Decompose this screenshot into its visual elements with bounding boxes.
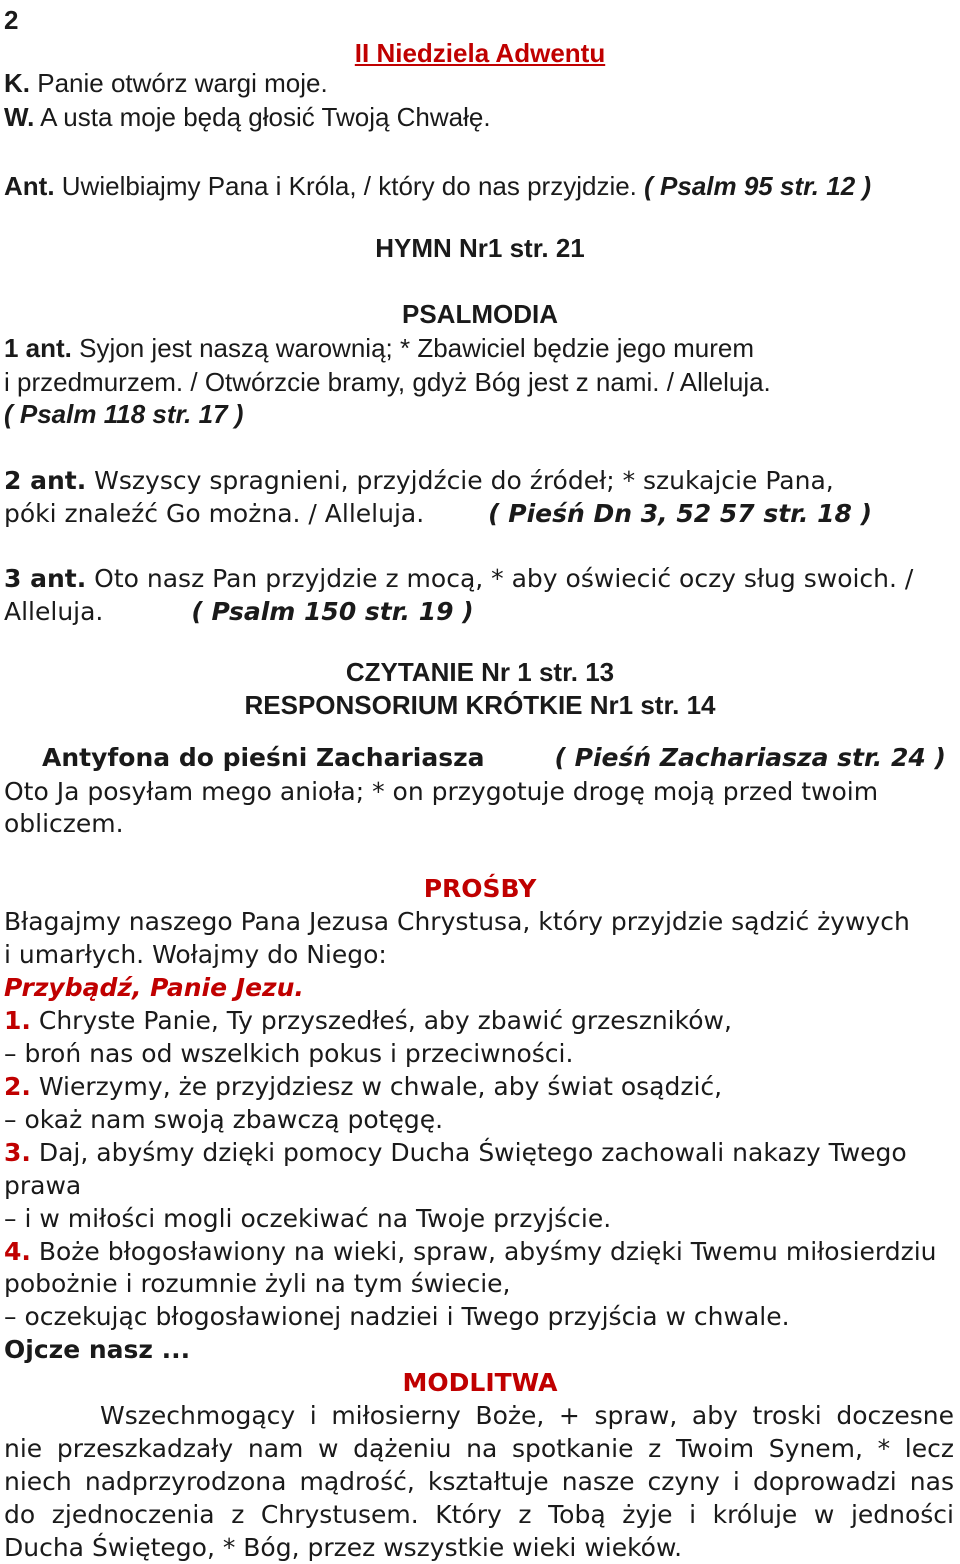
antiphon-1-reference: ( Psalm 118 str. 17 ) — [4, 399, 244, 429]
antiphon-1-text: Syjon jest naszą warownią; * Zbawiciel będzie jego murem — [79, 333, 755, 363]
benedictus-antiphon-heading — [4, 742, 946, 774]
prayer-line-3: niech nadprzyrodzona mądrość, kształtuje nasze czyny i doprowadzi nas — [4, 1467, 954, 1496]
benedictus-label: Antyfona do pieśni Zachariasza — [42, 743, 485, 772]
intercessions-heading: PROŚBY — [423, 874, 537, 903]
our-father: Ojcze nasz ... — [4, 1335, 191, 1364]
invitatory-k — [4, 67, 328, 99]
antiphon-3-text: Oto nasz Pan przyjdzie z mocą, * aby oświecić oczy sług swoich. / — [94, 564, 914, 593]
intercession-1-text: Chryste Panie, Ty przyszedłeś, aby zbawić grzeszników, — [38, 1006, 732, 1035]
intercession-1-number: 1. — [4, 1006, 31, 1035]
page-title: II Niedziela Adwentu — [354, 38, 606, 68]
antiphon-2-reference: ( Pieśń Dn 3, 52 57 str. 18 ) — [488, 499, 873, 528]
prayer-line-2: nie przeszkadzały nam w dążeniu na spotkanie z Twoim Synem, * lecz — [4, 1434, 954, 1463]
antiphon-3-line-1 — [4, 563, 913, 595]
intercessions-intro-2: i umarłych. Wołajmy do Niego: — [4, 940, 387, 969]
antiphon-3-line-2 — [4, 596, 474, 628]
intercession-4-number: 4. — [4, 1237, 31, 1266]
hymn-heading: HYMN Nr1 str. 21 — [375, 233, 585, 263]
invitatory-w — [4, 101, 491, 133]
antiphon-3-reference: ( Psalm 150 str. 19 ) — [191, 597, 474, 626]
antiphon-2-line-1 — [4, 465, 834, 497]
w-text: A usta moje będą głosić Twoją Chwałę. — [40, 102, 491, 132]
prayer-text-1: Wszechmogący i miłosierny Boże, + spraw, aby troski doczesne — [100, 1401, 954, 1430]
prayer-line-4: do zjednoczenia z Chrystusem. Który z Tobą żyje i króluje w jedności — [4, 1500, 954, 1529]
page-number: 2 — [4, 5, 19, 35]
intercession-3-number: 3. — [4, 1138, 31, 1167]
intercession-2-text: Wierzymy, że przyjdziesz w chwale, aby świat osądzić, — [38, 1072, 723, 1101]
intercession-3-line-1 — [4, 1137, 907, 1169]
antiphon-2-label: 2 ant. — [4, 466, 87, 495]
intercession-3-line-2: prawa — [4, 1171, 82, 1200]
antiphon-2-text-2: póki znaleźć Go można. / Alleluja. — [4, 499, 425, 528]
k-text: Panie otwórz wargi moje. — [37, 68, 328, 98]
intercessions-intro-1: Błagajmy naszego Pana Jezusa Chrystusa, który przyjdzie sądzić żywych — [4, 907, 910, 936]
responsory-heading: RESPONSORIUM KRÓTKIE Nr1 str. 14 — [244, 690, 716, 720]
psalmody-heading: PSALMODIA — [402, 299, 558, 329]
k-label: K. — [4, 68, 30, 98]
intercession-1-line-2: – broń nas od wszelkich pokus i przeciwności. — [4, 1039, 574, 1068]
prayer-heading: MODLITWA — [402, 1368, 558, 1397]
antiphon-1-line-2: i przedmurzem. / Otwórzcie bramy, gdyż Bóg jest z nami. / Alleluja. — [4, 367, 771, 397]
prayer-line-1 — [4, 1400, 954, 1432]
intercessions-response: Przybądź, Panie Jezu. — [4, 973, 304, 1002]
antiphon-1-label: 1 ant. — [4, 333, 72, 363]
intercession-2-number: 2. — [4, 1072, 31, 1101]
antiphon-3-label: 3 ant. — [4, 564, 87, 593]
benedictus-line-1: Oto Ja posyłam mego anioła; * on przygotuje drogę moją przed twoim — [4, 777, 879, 806]
benedictus-line-2: obliczem. — [4, 809, 124, 838]
antiphon-reference: ( Psalm 95 str. 12 ) — [644, 171, 872, 201]
w-label: W. — [4, 102, 35, 132]
reading-heading: CZYTANIE Nr 1 str. 13 — [345, 657, 615, 687]
antiphon-2-text: Wszyscy spragnieni, przyjdźcie do źródeł; * szukajcie Pana, — [94, 466, 834, 495]
invitatory-antiphon — [4, 170, 871, 202]
intercession-3-text: Daj, abyśmy dzięki pomocy Ducha Świętego zachowali nakazy Twego — [38, 1138, 907, 1167]
intercession-4-text: Boże błogosławiony na wieki, spraw, abyśmy dzięki Twemu miłosierdziu — [38, 1237, 937, 1266]
intercession-2-line-1 — [4, 1071, 722, 1103]
intercession-1-line-1 — [4, 1005, 732, 1037]
benedictus-reference: ( Pieśń Zachariasza str. 24 ) — [554, 743, 946, 772]
intercession-3-line-3: – i w miłości mogli oczekiwać na Twoje przyjście. — [4, 1204, 612, 1233]
intercession-4-line-3: – oczekując błogosławionej nadziei i Twego przyjścia w chwale. — [4, 1302, 790, 1331]
antiphon-3-text-2: Alleluja. — [4, 597, 104, 626]
intercession-4-line-2: pobożnie i rozumnie żyli na tym świecie, — [4, 1269, 511, 1298]
antiphon-text: Uwielbiajmy Pana i Króla, / który do nas przyjdzie. — [61, 171, 637, 201]
intercession-4-line-1 — [4, 1236, 937, 1268]
antiphon-1-line-1 — [4, 332, 754, 364]
antiphon-label: Ant. — [4, 171, 55, 201]
antiphon-2-line-2 — [4, 498, 872, 530]
prayer-line-5: Ducha Świętego, * Bóg, przez wszystkie wieki wieków. — [4, 1533, 683, 1562]
intercession-2-line-2: – okaż nam swoją zbawczą potęgę. — [4, 1105, 444, 1134]
